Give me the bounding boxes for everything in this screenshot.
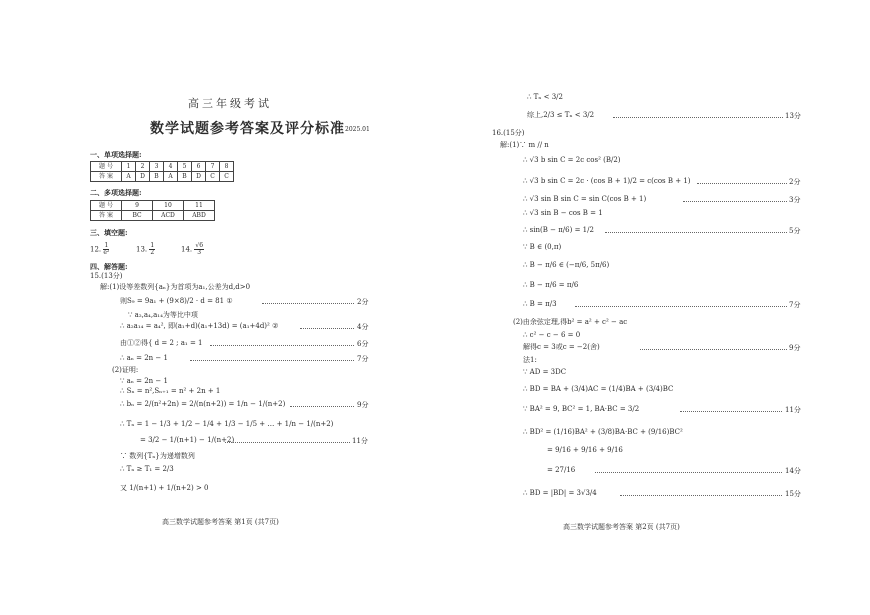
solution-line: ∴ √3 b sin C = 2c cos² (B/2) (523, 156, 621, 164)
score-mark: 2分 (789, 178, 801, 186)
solution-line: ∴ Sₙ = n²,Sₙ₊₁ = n² + 2n + 1 (120, 387, 221, 395)
solution-line: 又 1/(n+1) + 1/(n+2) > 0 (120, 484, 209, 492)
solution-line: 综上,2/3 ≤ Tₙ < 3/2 (527, 111, 595, 119)
table-cell: B (178, 172, 192, 182)
score-mark: 3分 (789, 196, 801, 204)
answer-page-2 (435, 0, 870, 615)
dot-leader (697, 183, 787, 184)
solution-line: ∴ BD = BA + (3/4)AC = (1/4)BA + (3/4)BC (523, 385, 674, 393)
table-cell: D (136, 172, 150, 182)
fill-answer-14 (181, 243, 204, 256)
table-cell: A (164, 172, 178, 182)
table-cell: D (192, 172, 206, 182)
solution-line: ∴ √3 b sin C = 2c · (cos B + 1)/2 = c(cos B + 1) (523, 177, 691, 185)
table-cell: 答 案 (91, 211, 122, 221)
table-cell: 2 (136, 162, 150, 172)
question-number: 13. (136, 245, 148, 254)
solution-line: ∴ sin(B − π/6) = 1/2 (523, 226, 594, 234)
page-footer: 高三数学试题参考答案 第1页 (共7页) (162, 518, 279, 526)
score-mark: 13分 (785, 112, 801, 120)
solution-line: = 3/2 − 1/(n+1) − 1/(n+2) (140, 436, 235, 444)
solution-line: ∴ BD² = (1/16)BA² + (3/8)BA·BC + (9/16)BC² (523, 428, 683, 436)
solution-line: (2)证明: (112, 366, 139, 374)
solution-line: ∵ a₂,a₄,a₁₄为等比中项 (128, 311, 198, 319)
solution-line: ∴ B − π/6 = π/6 (523, 281, 579, 289)
fill-answer-12 (90, 243, 109, 256)
fraction (149, 243, 155, 256)
table-cell: 6 (192, 162, 206, 172)
table-row (91, 162, 234, 172)
dot-leader (210, 345, 354, 346)
denominator: 2 (150, 249, 155, 256)
score-mark: 7分 (357, 355, 369, 363)
solution-line: ∴ B = π/3 (523, 300, 557, 308)
solution-line: ∴ Tₙ = 1 − 1/3 + 1/2 − 1/4 + 1/3 − 1/5 + … + 1/n − 1/(n+2) (120, 420, 334, 428)
score-mark: 9分 (357, 401, 369, 409)
dot-leader (683, 201, 787, 202)
dot-leader (620, 495, 782, 496)
table-row (91, 172, 234, 182)
fraction (103, 243, 109, 256)
solution-line: 解:(1)∵ m // n (500, 141, 549, 149)
score-mark: 7分 (789, 301, 801, 309)
question-16-header: 16.(15分) (492, 129, 525, 137)
dot-leader (605, 232, 787, 233)
table-cell: 5 (178, 162, 192, 172)
dot-leader (290, 406, 354, 407)
dot-leader (300, 328, 354, 329)
score-mark: 4分 (357, 323, 369, 331)
table-cell: 4 (164, 162, 178, 172)
solution-line: ∴ √3 sin B sin C = sin C(cos B + 1) (523, 195, 647, 203)
table-cell: 1 (122, 162, 136, 172)
exam-title: 高三年级考试 (188, 97, 272, 110)
table-cell: 3 (150, 162, 164, 172)
score-mark: 5分 (789, 227, 801, 235)
table-row (91, 201, 215, 211)
table-cell: C (220, 172, 234, 182)
table-row (91, 211, 215, 221)
table-cell: ABD (184, 211, 215, 221)
table-cell: 答 案 (91, 172, 122, 182)
table-cell: 题 号 (91, 162, 122, 172)
numerator: 1 (150, 242, 155, 249)
solution-line: ∴ aₙ = 2n − 1 (120, 354, 168, 362)
solution-line: ∵ BA² = 9, BC² = 1, BA·BC = 3/2 (523, 405, 640, 413)
score-mark: 6分 (357, 340, 369, 348)
question-15-header: 15.(13分) (90, 272, 123, 280)
table-cell: ACD (153, 211, 184, 221)
section-single-choice: 一、单项选择题: (90, 150, 142, 159)
table-cell: 11 (184, 201, 215, 211)
solution-line: = 9/16 + 9/16 + 9/16 (547, 446, 623, 454)
dot-leader (680, 411, 782, 412)
solution-line: 则S₉ = 9a₁ + (9×8)/2 · d = 81 ① (120, 297, 233, 305)
table-cell: 7 (206, 162, 220, 172)
numerator: 1 (104, 242, 109, 249)
multi-choice-answer-table (90, 200, 215, 221)
score-mark: 11分 (352, 437, 368, 445)
dot-leader (262, 303, 354, 304)
solution-line: ∴ a₂a₁₄ = a₄², 即(a₁+d)(a₁+13d) = (a₁+4d)² ② (120, 322, 279, 330)
table-cell: 8 (220, 162, 234, 172)
fill-answer-13 (136, 243, 155, 256)
document-title: 数学试题参考答案及评分标准 (150, 121, 345, 137)
solution-line: = 27/16 (547, 466, 576, 474)
table-cell: 9 (122, 201, 153, 211)
table-cell: A (122, 172, 136, 182)
solution-line: ∵ AD = 3DC (523, 368, 567, 376)
dot-leader (640, 349, 787, 350)
numerator: √6 (195, 242, 204, 249)
solution-line: ∴ Tₙ ≥ T₁ = 2/3 (120, 465, 174, 473)
denominator: e² (103, 249, 110, 256)
dot-leader (613, 117, 783, 118)
section-solutions: 四、解答题: (90, 262, 128, 271)
solution-line: 解得c = 3或c = −2(舍) (523, 343, 600, 351)
page-footer: 高三数学试题参考答案 第2页 (共7页) (563, 523, 680, 531)
solution-line: ∴ Tₙ < 3/2 (527, 93, 563, 101)
solution-line: (2)由余弦定理,得b² = a² + c² − ac (513, 318, 628, 326)
solution-line: ∵ B ∈ (0,π) (523, 243, 562, 251)
dot-leader (190, 360, 354, 361)
score-mark: 9分 (789, 344, 801, 352)
table-cell: B (150, 172, 164, 182)
question-number: 14. (181, 245, 193, 254)
solution-line: ∵ 数列{Tₙ}为递增数列 (120, 452, 195, 460)
table-cell: 10 (153, 201, 184, 211)
dot-leader (595, 472, 782, 473)
solution-line: 法1: (523, 356, 537, 364)
solution-line: 由①②得{ d = 2 ; a₁ = 1 (120, 339, 203, 347)
score-mark: 14分 (785, 467, 801, 475)
section-fill-blank: 三、填空题: (90, 228, 128, 237)
section-multi-choice: 二、多项选择题: (90, 188, 142, 197)
score-mark: 11分 (785, 406, 801, 414)
exam-date: 2025.01 (345, 126, 370, 133)
dot-leader (575, 306, 787, 307)
table-cell: BC (122, 211, 153, 221)
solution-line: ∴ bₙ = 2/(n²+2n) = 2/(n(n+2)) = 1/n − 1/(n+2) (120, 400, 286, 408)
solution-line: ∴ √3 sin B − cos B = 1 (523, 209, 603, 217)
score-mark: 15分 (785, 490, 801, 498)
solution-line: ∴ B − π/6 ∈ (−π/6, 5π/6) (523, 261, 610, 269)
question-number: 12. (90, 245, 102, 254)
dot-leader (225, 442, 350, 443)
single-choice-answer-table (90, 161, 234, 182)
fraction (194, 243, 204, 256)
table-cell: C (206, 172, 220, 182)
solution-line: 解:(1)设等差数列{aₙ}为首项为a₁,公差为d,d>0 (100, 283, 251, 291)
solution-line: ∴ c² − c − 6 = 0 (523, 331, 581, 339)
score-mark: 2分 (357, 298, 369, 306)
solution-line: ∴ BD = |BD| = 3√3/4 (523, 489, 597, 497)
solution-line: ∵ aₙ = 2n − 1 (120, 377, 168, 385)
denominator: 3 (197, 249, 202, 256)
table-cell: 题 号 (91, 201, 122, 211)
